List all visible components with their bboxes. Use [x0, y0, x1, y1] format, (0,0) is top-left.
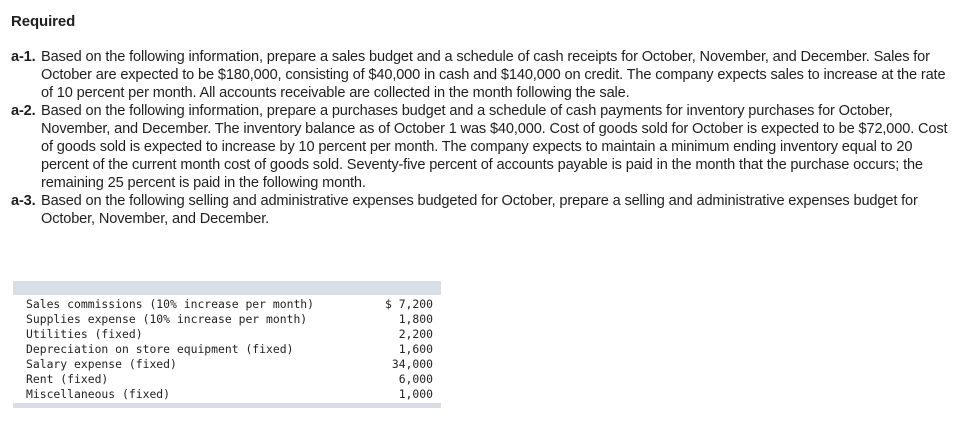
expense-label: Supplies expense (10% increase per month) — [26, 312, 308, 326]
expense-label: Utilities (fixed) — [26, 327, 143, 341]
expense-table — [13, 281, 441, 408]
expense-label: Rent (fixed) — [26, 372, 109, 386]
table-row — [13, 372, 441, 387]
expense-label: Salary expense (fixed) — [26, 357, 177, 371]
requirement-a3 — [11, 192, 956, 228]
requirement-a1 — [11, 48, 956, 102]
expense-amount: 1,000 — [398, 387, 433, 401]
requirement-label: a-1. — [11, 49, 36, 65]
requirement-text: Based on the following information, prepare a purchases budget and a schedule of cash payments for inventory purchases for October, November, and December. The inventory balance as of October 1 was $40,000. Cost of goods sold for October is expected to be $72,000. Cost of goods sold is expected to increase by 10 percent per month. The company expects to maintain a minimum ending inventory equal to 20 percent of the current month cost of goods sold. Seventy-five percent of accounts payable is paid in the month that the purchase occurs; the remaining 25 percent is paid in the following month. — [41, 103, 948, 191]
table-row — [13, 297, 441, 312]
section-heading: Required — [11, 13, 76, 30]
requirement-text: Based on the following information, prepare a sales budget and a schedule of cash receipts for October, November, and December. Sales for October are expected to be $180,000, consisting of $40,000 in cash and $140,000 on credit. The company expects sales to increase at the rate of 10 percent per month. All accounts receivable are collected in the month following the sale. — [41, 49, 946, 101]
expense-amount: 34,000 — [391, 357, 433, 371]
expense-amount: 1,800 — [398, 312, 433, 326]
expense-label: Miscellaneous (fixed) — [26, 387, 171, 401]
requirement-label: a-3. — [11, 193, 36, 209]
expense-amount: 6,000 — [398, 372, 433, 386]
expense-amount: 1,600 — [398, 342, 433, 356]
expense-label: Depreciation on store equipment (fixed) — [26, 342, 294, 356]
table-row — [13, 357, 441, 372]
requirements-list — [11, 48, 956, 228]
expense-amount: 2,200 — [398, 327, 433, 341]
table-row — [13, 312, 441, 327]
expense-amount: $ 7,200 — [384, 297, 433, 311]
table-row — [13, 342, 441, 357]
requirement-label: a-2. — [11, 103, 36, 119]
table-row — [13, 387, 441, 402]
requirement-text: Based on the following selling and administrative expenses budgeted for October, prepare a selling and administrative expenses budget for October, November, and December. — [41, 193, 918, 227]
requirement-a2 — [11, 102, 956, 192]
expense-label: Sales commissions (10% increase per month) — [26, 297, 315, 311]
table-row — [13, 327, 441, 342]
